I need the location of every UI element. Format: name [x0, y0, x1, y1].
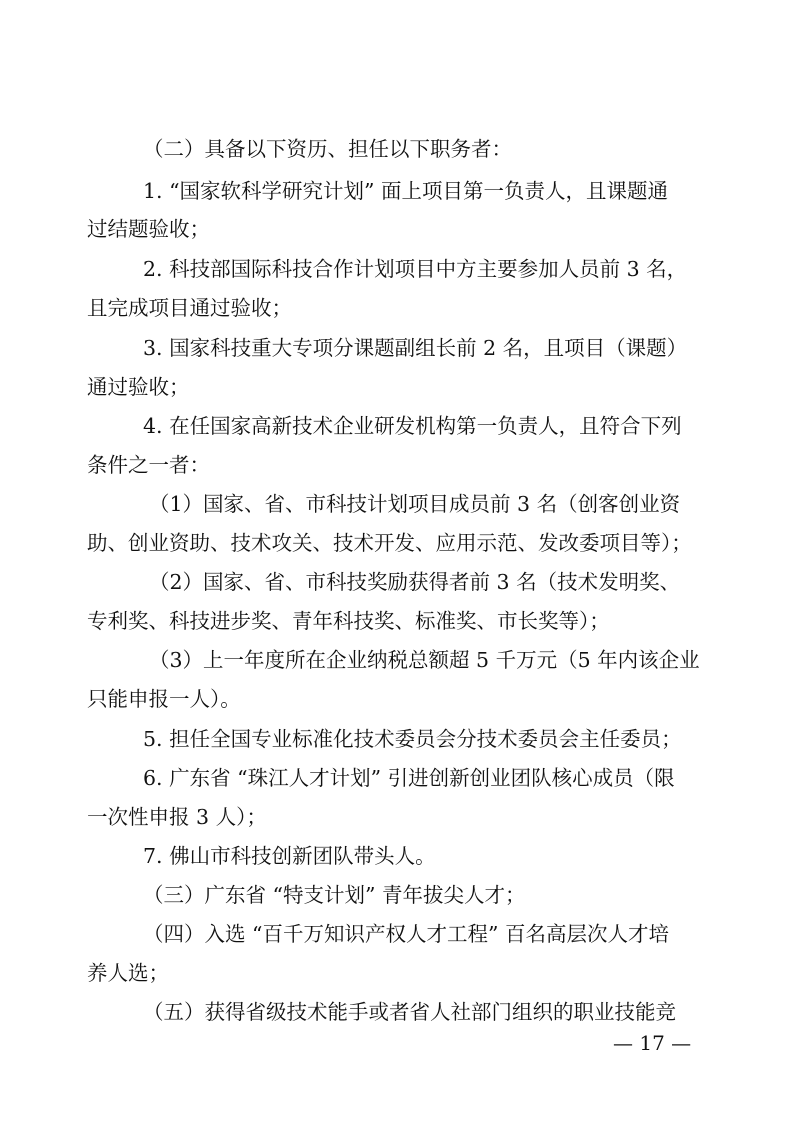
text-line: （2）国家、省、市科技奖励获得者前 3 名（技术发明奖、 — [149, 570, 681, 594]
text-line: 1. “国家软科学研究计划” 面上项目第一负责人，且课题通 — [143, 179, 669, 203]
text-line: （3）上一年度所在企业纳税总额超 5 千万元（5 年内该企业 — [149, 648, 700, 672]
text-line: 5. 担任全国专业标准化技术委员会分技术委员会主任委员； — [143, 727, 682, 751]
text-line: 只能申报一人）。 — [87, 687, 241, 711]
text-line: （1）国家、省、市科技计划项目成员前 3 名（创客创业资 — [149, 492, 681, 516]
text-line: 条件之一者： — [87, 453, 210, 477]
text-line: 一次性申报 3 人）； — [87, 805, 267, 829]
text-line: （三）广东省 “特支计划” 青年拔尖人才； — [143, 883, 526, 907]
text-line: 3. 国家科技重大专项分课题副组长前 2 名，且项目（课题） — [143, 336, 688, 360]
text-line: 通过验收； — [87, 375, 190, 399]
text-line: （四）入选 “百千万知识产权人才工程” 百名高层次人才培 — [143, 922, 669, 946]
text-line: 过结题验收； — [87, 217, 210, 241]
text-line: 7. 佛山市科技创新团队带头人。 — [143, 844, 436, 868]
text-line: （五）获得省级技术能手或者省人社部门组织的职业技能竞 — [143, 1000, 676, 1024]
page-number: — 17 — — [613, 1031, 692, 1055]
text-line: （二）具备以下资历、担任以下职务者： — [143, 137, 512, 161]
text-line: 4. 在任国家高新技术企业研发机构第一负责人，且符合下列 — [143, 414, 682, 438]
text-line: 6. 广东省 “珠江人才计划” 引进创新创业团队核心成员（限 — [143, 766, 675, 790]
text-line: 且完成项目通过验收； — [87, 296, 292, 320]
text-line: 专利奖、科技进步奖、青年科技奖、标准奖、市长奖等）； — [87, 609, 610, 633]
text-line: 助、创业资助、技术攻关、技术开发、应用示范、发改委项目等）； — [87, 531, 692, 555]
text-line: 2. 科技部国际科技合作计划项目中方主要参加人员前 3 名， — [143, 257, 688, 281]
text-line: 养人选； — [87, 961, 169, 985]
